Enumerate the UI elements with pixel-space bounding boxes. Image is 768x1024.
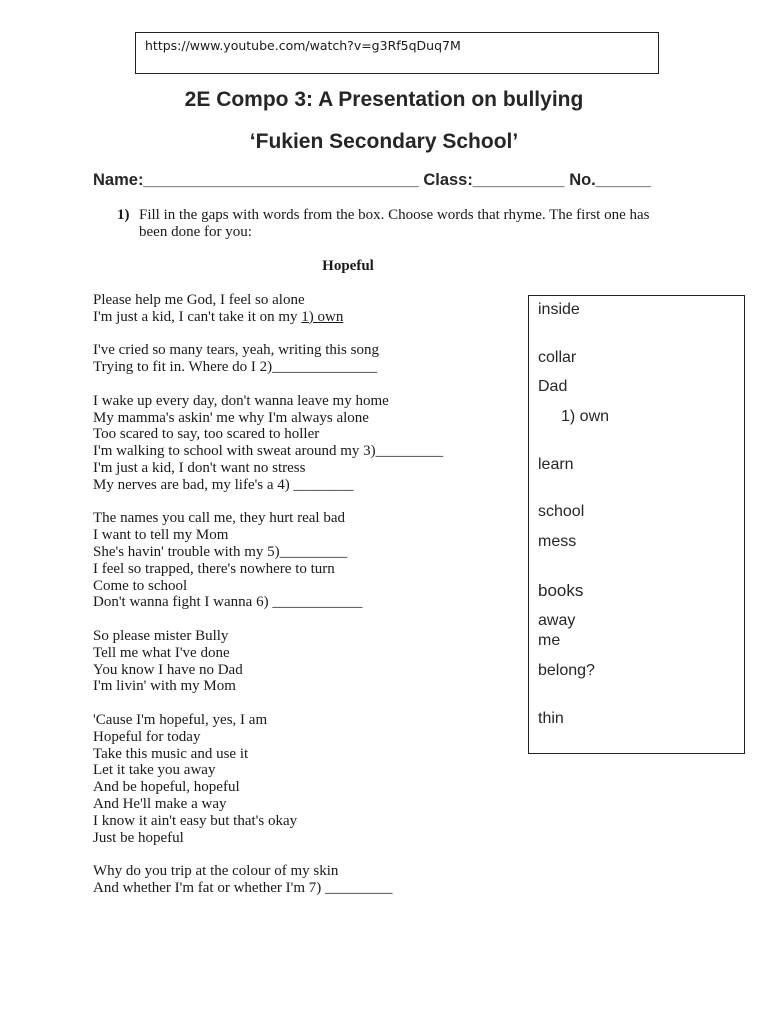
poem-line: So please mister Bully — [93, 627, 229, 644]
word-dad: Dad — [538, 378, 568, 395]
poem-line: Don't wanna fight I wanna 6) ____________ — [93, 594, 363, 611]
poem-line: I wake up every day, don't wanna leave my home — [93, 392, 389, 409]
poem-line: And He'll make a way — [93, 795, 227, 812]
video-url: https://www.youtube.com/watch?v=g3Rf5qDuq7M — [145, 38, 461, 53]
poem-line: I want to tell my Mom — [93, 527, 229, 544]
poem-line: I know it ain't easy but that's okay — [93, 812, 298, 829]
word-away: away — [538, 612, 576, 629]
stanza-gap — [93, 695, 513, 712]
poem-line: I'm just a kid, I can't take it on my 1) own — [93, 308, 344, 325]
word-learn: learn — [538, 456, 574, 473]
poem-line: Tell me what I've done — [93, 644, 230, 661]
word-collar: collar — [538, 349, 577, 366]
poem-line: Let it take you away — [93, 762, 216, 779]
poem-line: My nerves are bad, my life's a 4) ________ — [93, 476, 354, 493]
poem-line: Come to school — [93, 577, 188, 594]
poem-line: I've cried so many tears, yeah, writing this song — [93, 342, 379, 359]
instruction-number: 1) — [117, 207, 130, 223]
stanza-gap — [93, 611, 513, 628]
poem-line: Too scared to say, too scared to holler — [93, 426, 320, 443]
stanza-gap — [93, 376, 513, 393]
poem-line: The names you call me, they hurt real bad — [93, 510, 345, 527]
school-name: ‘Fukien Secondary School’ — [249, 130, 519, 153]
poem-line: Please help me God, I feel so alone — [93, 292, 305, 308]
poem-line: Just be hopeful — [93, 829, 184, 846]
word-books: books — [538, 581, 584, 600]
word-me: me — [538, 632, 561, 649]
student-info-line: Name:______________________________ Class:__________ No.______ — [93, 171, 651, 189]
word-inside: inside — [538, 301, 580, 318]
poem-line: Hopeful for today — [93, 728, 201, 745]
word-mess: mess — [538, 533, 577, 550]
instruction — [117, 207, 677, 241]
instruction-text: Fill in the gaps with words from the box. Choose words that rhyme. The first one has been done for you: — [139, 207, 650, 240]
worksheet-title: 2E Compo 3: A Presentation on bullying — [184, 88, 584, 111]
poem-line: You know I have no Dad — [93, 661, 243, 678]
poem-lyrics — [93, 292, 513, 897]
poem-line: And whether I'm fat or whether I'm 7) _________ — [93, 879, 393, 896]
poem-line: I'm livin' with my Mom — [93, 678, 236, 695]
poem-line: She's havin' trouble with my 5)_________ — [93, 543, 348, 560]
poem-line: I'm just a kid, I don't want no stress — [93, 459, 306, 476]
stanza-gap — [93, 494, 513, 511]
poem-line: Take this music and use it — [93, 745, 249, 762]
stanza-gap — [93, 846, 513, 863]
poem-line: 'Cause I'm hopeful, yes, I am — [93, 711, 268, 728]
url-box — [135, 32, 659, 74]
poem-line: Why do you trip at the colour of my skin — [93, 863, 339, 880]
word-thin: thin — [538, 710, 564, 727]
word-box — [528, 295, 745, 754]
poem-line: I'm walking to school with sweat around my 3)_________ — [93, 443, 444, 460]
poem-line: My mamma's askin' me why I'm always alone — [93, 409, 369, 426]
poem-title: Hopeful — [322, 258, 374, 274]
poem-line: Trying to fit in. Where do I 2)______________ — [93, 359, 378, 376]
word-belong: belong? — [538, 662, 595, 679]
poem-line: I feel so trapped, there's nowhere to turn — [93, 560, 335, 577]
word-school: school — [538, 503, 585, 520]
word-own: 1) own — [561, 408, 610, 425]
poem-line: And be hopeful, hopeful — [93, 779, 240, 796]
stanza-gap — [93, 326, 513, 343]
example-answer: 1) own — [301, 308, 344, 325]
